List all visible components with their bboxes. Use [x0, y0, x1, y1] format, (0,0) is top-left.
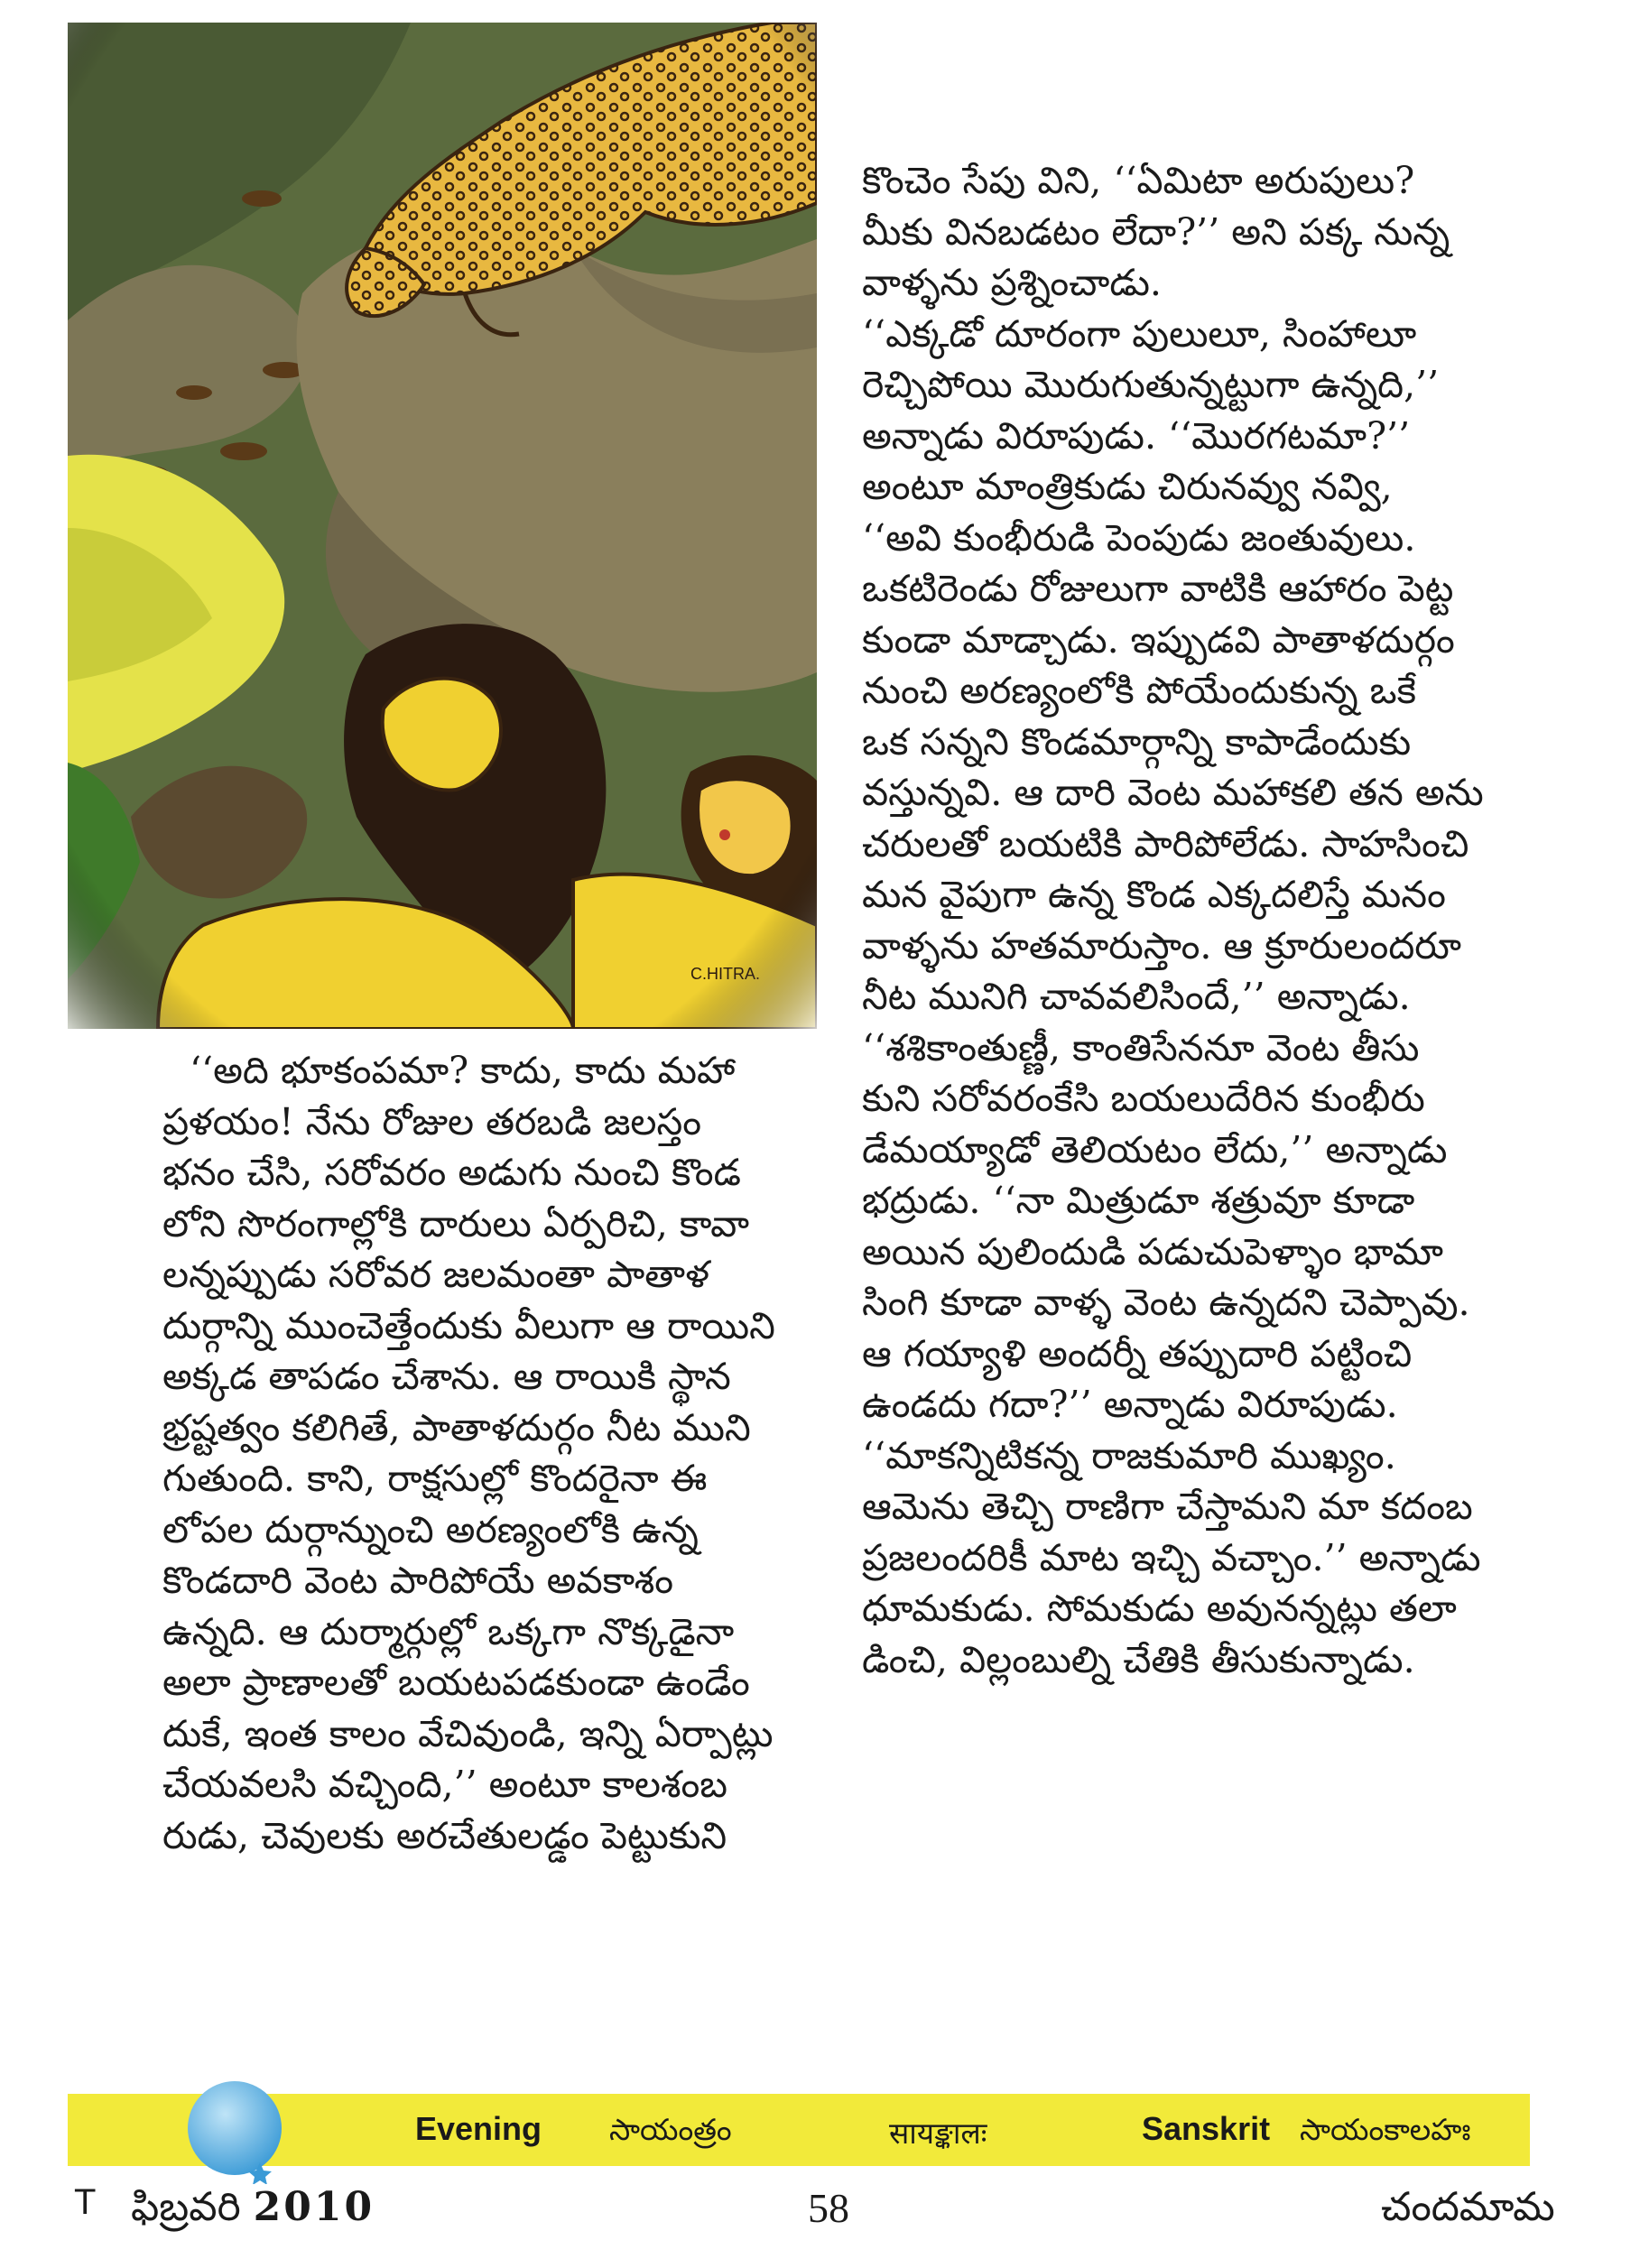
- text-line: చేయవలసి వచ్చింది,’’ అంటూ కాలశంబ: [162, 1763, 728, 1806]
- text-line: అలా ప్రాణాలతో బయటపడకుండా ఉండేం: [162, 1661, 750, 1704]
- right-text-column: [862, 155, 1571, 1685]
- text-line: ధూమకుడు. సోమకుడు అవునన్నట్లు తలా: [862, 1587, 1457, 1630]
- text-line: కొంచెం సేపు విని, ‘‘ఏమిటా అరుపులు?: [862, 159, 1415, 202]
- text-line: కొండదారి వెంట పారిపోయే అవకాశం: [162, 1559, 674, 1602]
- text-line: భనం చేసి, సరోవరం అడుగు నుంచి కొండ: [162, 1151, 741, 1194]
- text-line: ఒకటిరెండు రోజులుగా వాటికి ఆహారం పెట్ట: [862, 567, 1454, 610]
- text-line: రుడు, చెవులకు అరచేతులడ్డం పెట్టుకుని: [162, 1813, 727, 1857]
- text-line: వాళ్ళను హతమారుస్తాం. ఆ క్రూరులందరూ: [862, 923, 1461, 967]
- issue-year: 2010: [253, 2184, 375, 2230]
- text-line: ‘‘శశికాంతుణ్ణీ, కాంతిసేననూ వెంట తీసు: [862, 1025, 1420, 1069]
- text-line: అన్నాడు విరూపుడు. ‘‘మొరగటమా?’’: [862, 413, 1411, 458]
- text-line: ఆ గయ్యాళి అందర్నీ తప్పుదారి పట్టించి: [862, 1331, 1413, 1375]
- sanskrit-word-telugu: సాయంకాలహః: [1300, 2112, 1471, 2147]
- left-text-column: [162, 1045, 821, 1861]
- issue-date: [131, 2184, 375, 2240]
- english-word-label: Evening: [415, 2110, 542, 2147]
- text-line: ఉండదు గదా?’’ అన్నాడు విరూపుడు.: [862, 1383, 1398, 1426]
- sanskrit-label: Sanskrit: [1142, 2110, 1271, 2147]
- text-line: ‘‘ఎక్కడో దూరంగా పులులూ, సింహాలూ: [862, 311, 1417, 356]
- text-line: భద్రుడు. ‘‘నా మిత్రుడూ శత్రువూ కూడా: [862, 1179, 1415, 1222]
- text-line: మీకు వినబడటం లేదా?’’ అని పక్క నున్న: [862, 209, 1450, 254]
- text-line: చరులతో బయటికి పారిపోలేడు. సాహసించి: [862, 821, 1469, 866]
- text-line: మన వైపుగా ఉన్న కొండ ఎక్కదలిస్తే మనం: [862, 873, 1446, 916]
- text-line: ప్రళయం! నేను రోజుల తరబడి జలస్తం: [162, 1099, 702, 1143]
- text-line: వాళ్ళను ప్రశ్నించాడు.: [862, 261, 1162, 304]
- text-line: లన్నప్పుడు సరోవర జలమంతా పాతాళ: [162, 1253, 709, 1296]
- text-line: గుతుంది. కాని, రాక్షసుల్లో కొందరైనా ఈ: [162, 1457, 708, 1500]
- text-line: ఉన్నది. ఆ దుర్మార్గుల్లో ఒక్కగా నొక్కడైనా: [162, 1609, 735, 1653]
- text-line: లోని సొరంగాల్లోకి దారులు ఏర్పరిచి, కావా: [162, 1201, 750, 1245]
- text-line: అయిన పులిందుడి పడుచుపెళ్ళాం భామా: [862, 1229, 1444, 1273]
- page-number: 58: [808, 2185, 849, 2231]
- text-line: ‘‘మాకన్నిటికన్న రాజకుమారి ముఖ్యం.: [862, 1433, 1396, 1477]
- magazine-name: చందమామ: [1381, 2184, 1555, 2230]
- text-line: దుర్గాన్ని ముంచెత్తేందుకు వీలుగా ఆ రాయిని: [162, 1303, 775, 1347]
- text-line: అక్కడ తాపడం చేశాను. ఆ రాయికి స్థాన: [162, 1355, 731, 1398]
- text-line: వస్తున్నవి. ఆ దారి వెంట మహాకలి తన అను: [862, 771, 1484, 814]
- text-line: దుకే, ఇంత కాలం వేచివుండి, ఇన్ని ఏర్పాట్లు: [162, 1711, 774, 1755]
- text-line: ఒక సన్నని కొండమార్గాన్ని కాపాడేందుకు: [862, 719, 1412, 764]
- text-line: అంటూ మాంత్రికుడు చిరునవ్వు నవ్వి,: [862, 465, 1393, 508]
- moon-logo-icon: [181, 2076, 289, 2184]
- issue-month: ఫిబ్రవరి: [131, 2184, 241, 2230]
- story-illustration: [68, 23, 817, 1029]
- text-line: ‘‘అవి కుంభీరుడి పెంపుడు జంతువులు.: [862, 515, 1416, 560]
- hindi-word: सायङ्कालः: [889, 2115, 987, 2151]
- footer-mark: T: [74, 2182, 97, 2222]
- text-line: ‘‘అది భూకంపమా? కాదు, కాదు మహా: [190, 1049, 736, 1092]
- text-line: లోపల దుర్గాన్నుంచి అరణ్యంలోకి ఉన్న: [162, 1507, 699, 1551]
- text-line: భ్రష్టత్వం కలిగితే, పాతాళదుర్గం నీట ముని: [162, 1405, 751, 1449]
- text-line: డించి, విల్లంబుల్ని చేతికి తీసుకున్నాడు.: [862, 1637, 1415, 1681]
- text-line: ఆమెను తెచ్చి రాణిగా చేస్తామని మా కదంబ: [862, 1485, 1473, 1528]
- text-line: రెచ్చిపోయి మొరుగుతున్నట్టుగా ఉన్నది,’’: [862, 363, 1440, 406]
- text-line: నీట మునిగి చావవలిసిందే,’’ అన్నాడు.: [862, 975, 1411, 1018]
- text-line: ప్రజలందరికీ మాట ఇచ్చి వచ్చాం.’’ అన్నాడు: [862, 1535, 1481, 1579]
- telugu-word: సాయంత్రం: [609, 2112, 732, 2147]
- text-line: కుండా మాడ్చాడు. ఇప్పుడవి పాతాళదుర్గం: [862, 617, 1455, 662]
- text-line: నుంచి అరణ్యంలోకి పోయేందుకున్న ఒకే: [862, 669, 1416, 712]
- text-line: సింగి కూడా వాళ్ళ వెంట ఉన్నదని చెప్పావు.: [862, 1281, 1470, 1324]
- text-line: కుని సరోవరంకేసి బయలుదేరిన కుంభీరు: [862, 1077, 1425, 1120]
- text-line: డేమయ్యాడో తెలియటం లేదు,’’ అన్నాడు: [862, 1127, 1448, 1171]
